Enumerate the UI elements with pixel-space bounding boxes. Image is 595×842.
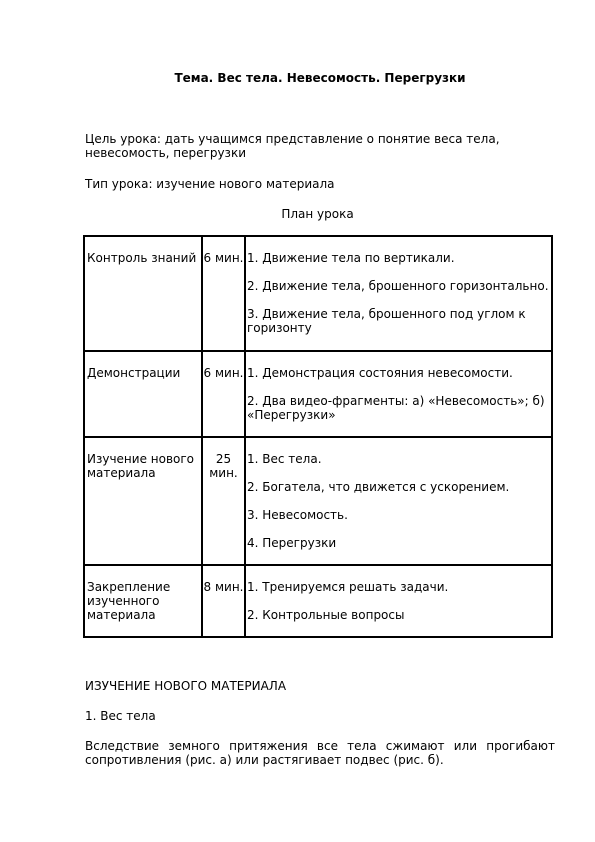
table-row <box>84 236 552 351</box>
time-cell: 6 мин. <box>202 351 245 437</box>
stage-cell: Демонстрации <box>84 351 202 437</box>
plan-title: План урока <box>281 207 354 221</box>
subsection-heading: 1. Вес тела <box>85 709 156 723</box>
stage-cell: Контроль знаний <box>84 236 202 351</box>
time-cell: 25 мин. <box>202 437 245 565</box>
list-item: 1. Движение тела по вертикали. <box>247 251 455 265</box>
document-title: Тема. Вес тела. Невесомость. Перегрузки <box>174 71 466 85</box>
lesson-type-paragraph: Тип урока: изучение нового материала <box>85 177 335 191</box>
content-cell <box>245 351 552 437</box>
lesson-plan-table <box>83 235 553 638</box>
list-item: 3. Невесомость. <box>247 508 348 522</box>
list-item: 2. Контрольные вопросы <box>247 608 405 622</box>
list-item: 1. Тренируемся решать задачи. <box>247 580 449 594</box>
list-item: 1. Демонстрация состояния невесомости. <box>247 366 513 380</box>
content-cell <box>245 236 552 351</box>
list-item: 4. Перегрузки <box>247 536 337 550</box>
time-cell: 8 мин. <box>202 565 245 637</box>
content-cell <box>245 437 552 565</box>
list-item: 1. Вес тела. <box>247 452 322 466</box>
list-item: 2. Богатела, что движется с ускорением. <box>247 480 510 494</box>
table-row <box>84 351 552 437</box>
stage-cell: Изучение нового материала <box>84 437 202 565</box>
content-cell <box>245 565 552 637</box>
stage-cell: Закрепление изученного материала <box>84 565 202 637</box>
section-heading: ИЗУЧЕНИЕ НОВОГО МАТЕРИАЛА <box>85 679 287 693</box>
table-row <box>84 565 552 637</box>
list-item: 2. Два видео-фрагменты: а) «Невесомость»; б) «Перегрузки» <box>247 394 545 422</box>
body-paragraph: Вследствие земного притяжения все тела сжимают или прогибают сопротивления (рис. а) или растягивает подвес (рис. б). <box>85 739 555 767</box>
table-row <box>84 437 552 565</box>
list-item: 2. Движение тела, брошенного горизонтально. <box>247 279 549 293</box>
lesson-goal-paragraph: Цель урока: дать учащимся представление о понятие веса тела, невесомость, перегрузки <box>85 132 500 160</box>
time-cell: 6 мин. <box>202 236 245 351</box>
list-item: 3. Движение тела, брошенного под углом к горизонту <box>247 307 526 335</box>
